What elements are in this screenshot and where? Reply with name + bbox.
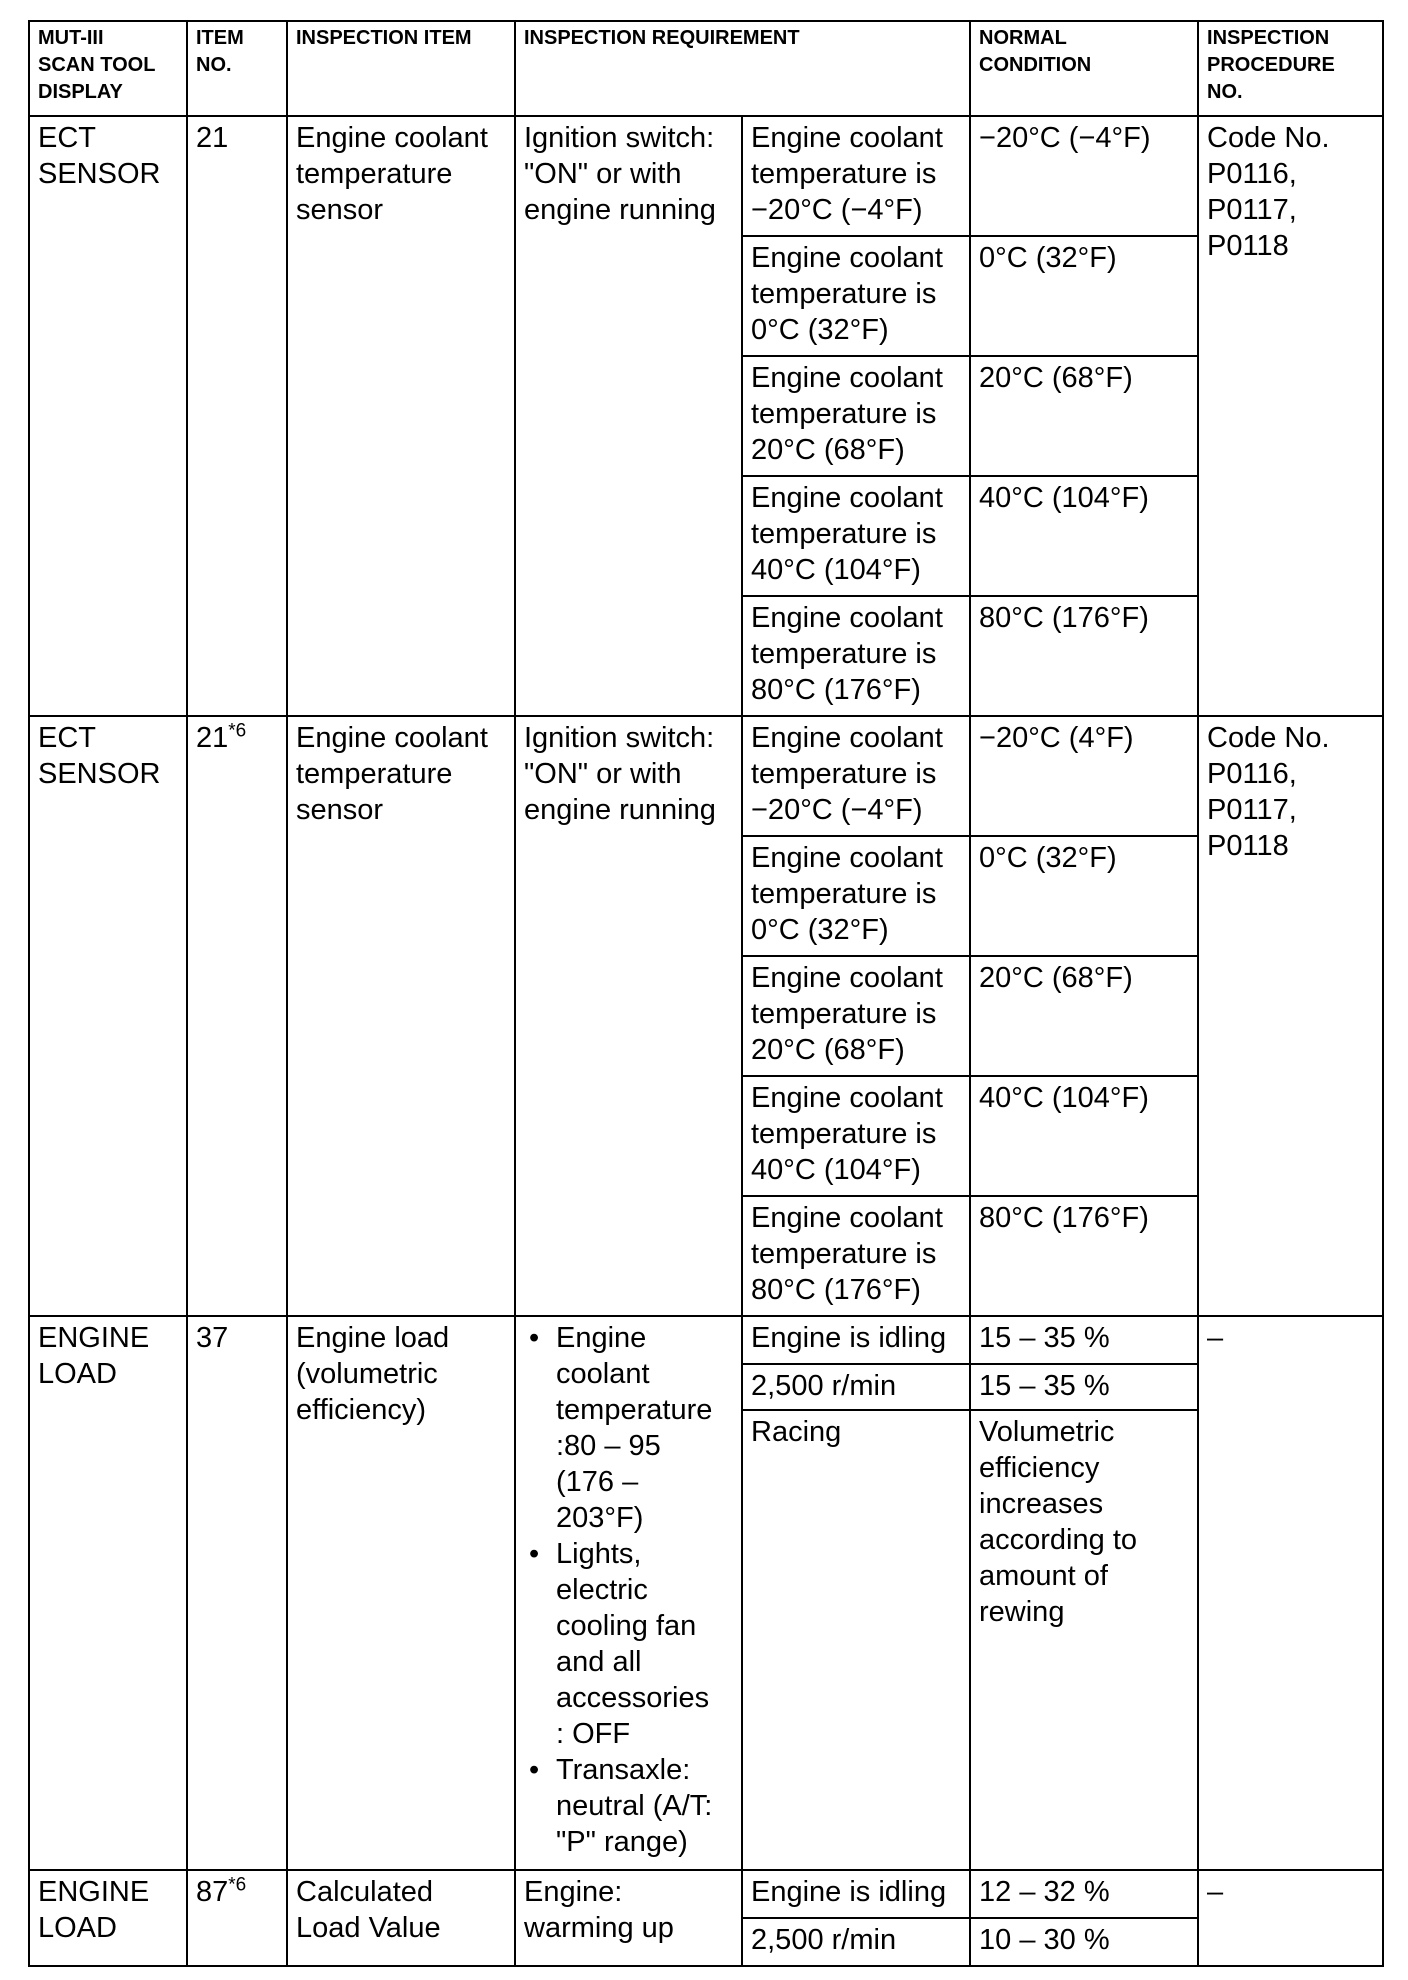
condition-cell: Engine coolant temperature is 0°C (32°F) — [742, 236, 970, 356]
inspection-item-cell: Engine coolant temperature sensor — [287, 116, 515, 716]
procedure-cell: Code No. P0116, P0117, P0118 — [1198, 116, 1383, 716]
normal-condition-cell: 15 – 35 % — [970, 1364, 1198, 1410]
condition-cell: 2,500 r/min — [742, 1364, 970, 1410]
requirement-cell: Engine: warming up — [515, 1870, 742, 1966]
item-no-cell: 37 — [187, 1316, 287, 1870]
condition-cell: Engine coolant temperature is 40°C (104°F) — [742, 476, 970, 596]
table-row — [29, 1870, 1383, 1918]
item-no-cell: 21$^{*6}$ — [187, 716, 287, 1316]
condition-cell: Engine coolant temperature is 20°C (68°F) — [742, 356, 970, 476]
procedure-cell: – — [1198, 1316, 1383, 1870]
list-item: • Engine coolant temperature :80 – 95 (176 – 203°F) — [556, 1320, 733, 1536]
condition-cell: Engine coolant temperature is 80°C (176°F) — [742, 596, 970, 716]
display-cell: ECT SENSOR — [29, 716, 187, 1316]
inspection-item-cell: Engine load (volumetric efficiency) — [287, 1316, 515, 1870]
normal-condition-cell: 12 – 32 % — [970, 1870, 1198, 1918]
normal-condition-cell: 40°C (104°F) — [970, 476, 1198, 596]
display-cell: ENGINE LOAD — [29, 1870, 187, 1966]
procedure-cell: Code No. P0116, P0117, P0118 — [1198, 716, 1383, 1316]
header-row — [29, 21, 1383, 116]
list-item: • Lights, electric cooling fan and all accessories : OFF — [556, 1536, 733, 1752]
footnote-marker: *6 — [228, 720, 247, 742]
item-no-cell: 87$^{*6}$ — [187, 1870, 287, 1966]
normal-condition-cell: 20°C (68°F) — [970, 356, 1198, 476]
condition-cell: Engine coolant temperature is 20°C (68°F) — [742, 956, 970, 1076]
normal-condition-cell: 0°C (32°F) — [970, 836, 1198, 956]
normal-condition-cell: −20°C (4°F) — [970, 716, 1198, 836]
normal-condition-cell: 80°C (176°F) — [970, 596, 1198, 716]
inspection-item-cell: Engine coolant temperature sensor — [287, 716, 515, 1316]
requirement-cell: Ignition switch: "ON" or with engine running — [515, 716, 742, 1316]
inspection-spec-table — [28, 20, 1384, 1967]
display-cell: ENGINE LOAD — [29, 1316, 187, 1870]
header-normal-condition: NORMAL CONDITION — [970, 21, 1198, 116]
condition-cell: Engine coolant temperature is −20°C (−4°F) — [742, 716, 970, 836]
condition-cell: Engine coolant temperature is 80°C (176°F) — [742, 1196, 970, 1316]
inspection-item-cell: Calculated Load Value — [287, 1870, 515, 1966]
condition-cell: 2,500 r/min — [742, 1918, 970, 1966]
normal-condition-cell: Volumetric efficiency increases according to amount of rewing — [970, 1410, 1198, 1870]
header-procedure-no: INSPECTION PROCEDURE NO. — [1198, 21, 1383, 116]
header-display: MUT-III SCAN TOOL DISPLAY — [29, 21, 187, 116]
normal-condition-cell: 10 – 30 % — [970, 1918, 1198, 1966]
requirement-cell — [515, 1316, 742, 1870]
display-cell: ECT SENSOR — [29, 116, 187, 716]
normal-condition-cell: 0°C (32°F) — [970, 236, 1198, 356]
list-item: • Transaxle: neutral (A/T: "P" range) — [556, 1752, 733, 1860]
header-inspection-requirement: INSPECTION REQUIREMENT — [515, 21, 970, 116]
condition-cell: Engine coolant temperature is 40°C (104°F) — [742, 1076, 970, 1196]
condition-cell: Engine coolant temperature is 0°C (32°F) — [742, 836, 970, 956]
condition-cell: Engine coolant temperature is −20°C (−4°F) — [742, 116, 970, 236]
normal-condition-cell: 20°C (68°F) — [970, 956, 1198, 1076]
requirement-list — [524, 1320, 733, 1860]
normal-condition-cell: 15 – 35 % — [970, 1316, 1198, 1364]
header-item-no: ITEM NO. — [187, 21, 287, 116]
footnote-marker: *6 — [228, 1874, 247, 1896]
normal-condition-cell: 80°C (176°F) — [970, 1196, 1198, 1316]
procedure-cell: – — [1198, 1870, 1383, 1966]
condition-cell: Engine is idling — [742, 1316, 970, 1364]
table-row — [29, 716, 1383, 836]
requirement-cell: Ignition switch: "ON" or with engine running — [515, 116, 742, 716]
header-inspection-item: INSPECTION ITEM — [287, 21, 515, 116]
normal-condition-cell: −20°C (−4°F) — [970, 116, 1198, 236]
table-row — [29, 1316, 1383, 1364]
condition-cell: Racing — [742, 1410, 970, 1870]
item-no-cell: 21 — [187, 116, 287, 716]
normal-condition-cell: 40°C (104°F) — [970, 1076, 1198, 1196]
table-row — [29, 116, 1383, 236]
condition-cell: Engine is idling — [742, 1870, 970, 1918]
